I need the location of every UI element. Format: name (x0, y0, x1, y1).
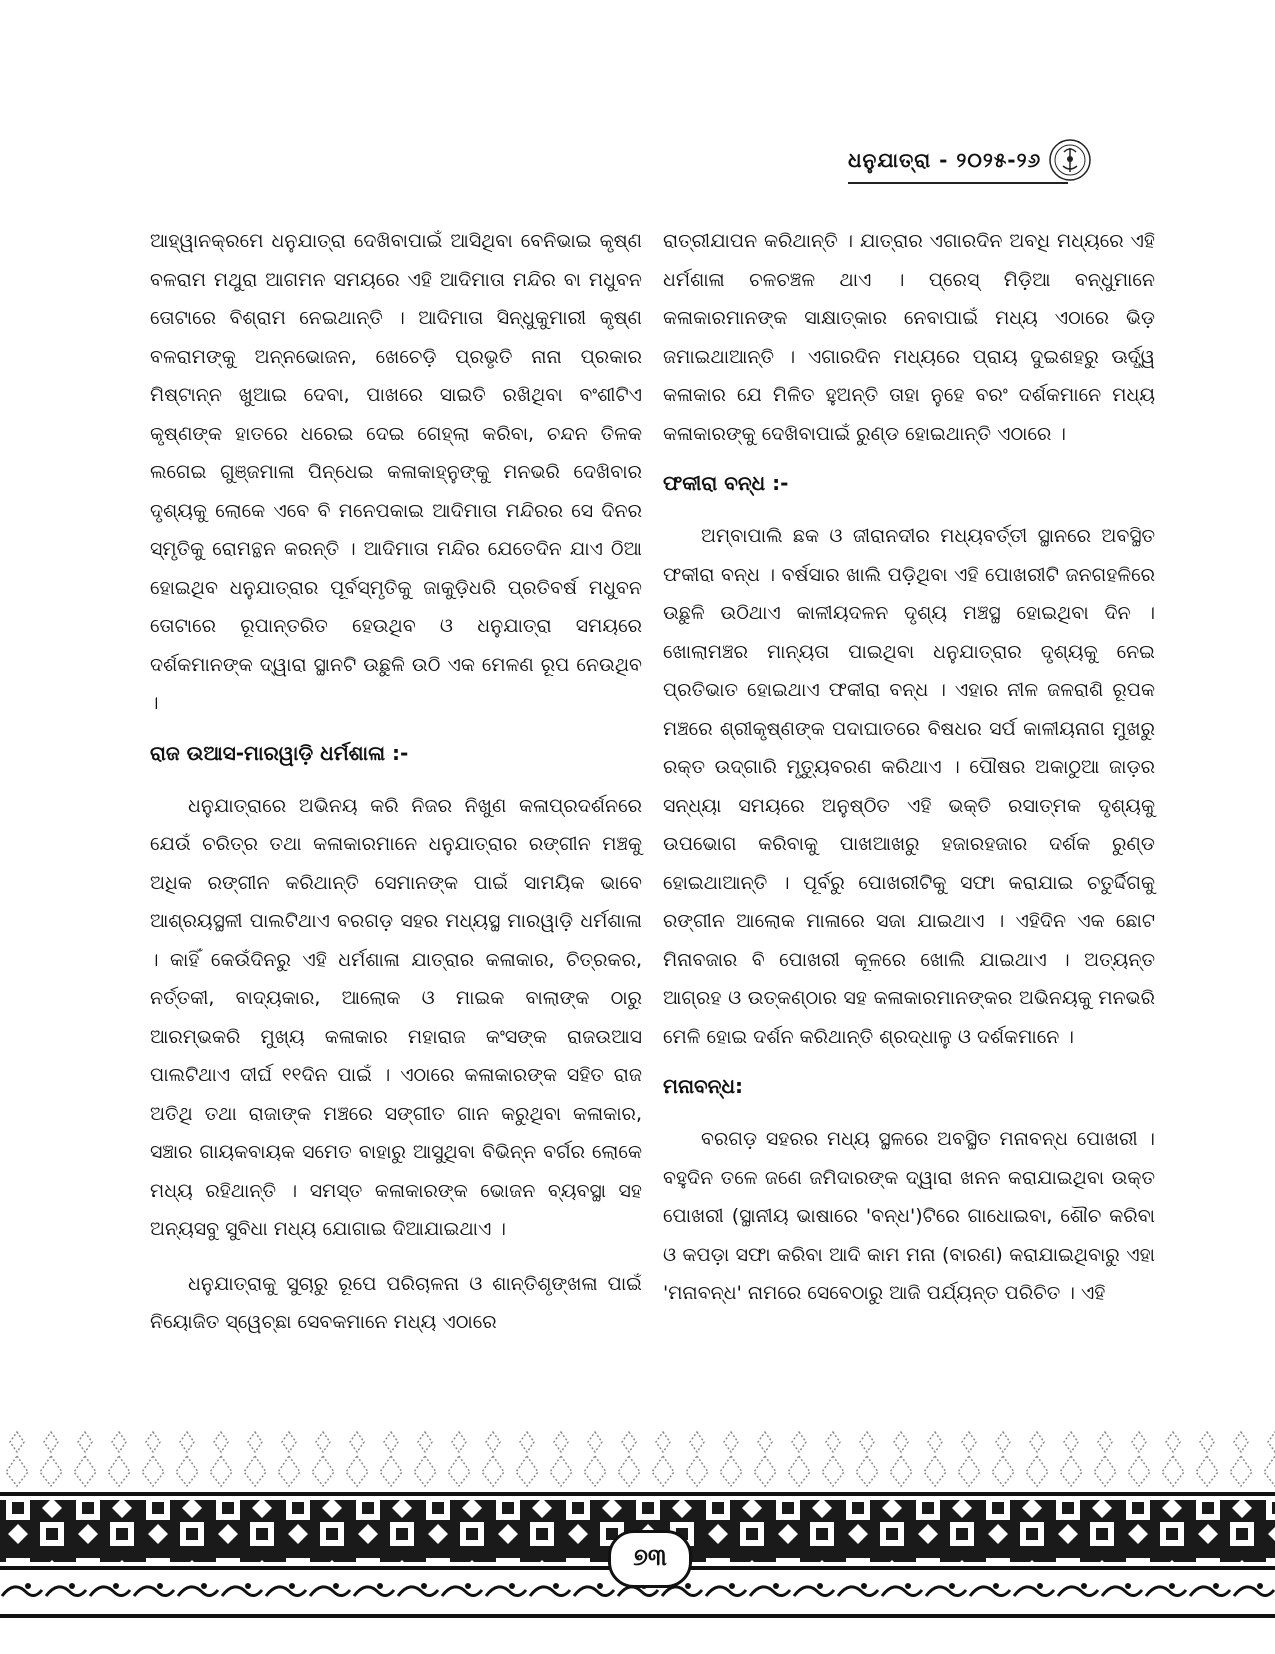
page-number: ୭୩ (633, 1543, 667, 1571)
paragraph: ଅମ୍ବାପାଲି ଛକ ଓ ଜୀରାନଦୀର ମଧ୍ୟବର୍ତ୍ତୀ ସ୍ଥାନରେ ଅବସ୍ଥିତ ଫକୀରା ବନ୍ଧ । ବର୍ଷସାର ଖାଲି ପଡ଼ିଥିବା ଏହି ପୋଖରୀଟି ଜନଗହଳିରେ ଉଛୁଳି ଉଠିଥାଏ କାଳୀୟଦଳନ ଦୃଶ୍ୟ ମଞ୍ଚସ୍ଥ ହୋଇଥିବା ଦିନ । ଖୋଲାମଞ୍ଚର ମାନ୍ୟତା ପାଇଥିବା ଧନୁଯାତ୍ରାର ଦୃଶ୍ୟକୁ ନେଇ ପ୍ରତିଭାତ ହୋଇଥାଏ ଫକୀରା ବନ୍ଧ । ଏହାର ନୀଳ ଜଳରାଶି ରୂପକ ମଞ୍ଚରେ ଶ୍ରୀକୃଷ୍ଣଙ୍କ ପଦାଘାତରେ ବିଷଧର ସର୍ପ କାଳୀୟନାଗ ମୁଖରୁ ରକ୍ତ ଉଦ୍‌ଗାରି ମୃତ୍ୟୁବରଣ କରିଥାଏ । ପୌଷର ଅକାଠୁଆ ଜାଡ଼ର ସନ୍ଧ୍ୟା ସମୟରେ ଅନୁଷ୍ଠିତ ଏହି ଭକ୍ତି ରସାତ୍ମକ ଦୃଶ୍ୟକୁ ଉପଭୋଗ କରିବାକୁ ପାଖଆଖରୁ ହଜାରହଜାର ଦର୍ଶକ ରୁଣ୍ଡ ହୋଇଥାଆନ୍ତି । ପୂର୍ବରୁ ପୋଖରୀଟିକୁ ସଫା କରାଯାଇ ଚତୁର୍ଦ୍ଦିଗକୁ ରଙ୍ଗୀନ ଆଲୋକ ମାଳାରେ ସଜା ଯାଇଥାଏ । ଏହିଦିନ ଏକ ଛୋଟ ମିନାବଜାର ବି ପୋଖରୀ କୂଳରେ ଖୋଲି ଯାଇଥାଏ । ଅତ୍ୟନ୍ତ ଆଗ୍ରହ ଓ ଉତ୍କଣ୍ଠାର ସହ କଳାକାରମାନଙ୍କର ଅଭିନୟକୁ ମନଭରି ମେଳି ହୋଇ ଦର୍ଶନ କରିଥାନ୍ତି ଶ୍ରଦ୍ଧାଳୁ ଓ ଦର୍ଶକମାନେ । (663, 525, 1155, 1048)
paragraph: ବରଗଡ଼ ସହରର ମଧ୍ୟ ସ୍ଥଳରେ ଅବସ୍ଥିତ ମନାବନ୍ଧ ପୋଖରୀ । ବହୁଦିନ ତଳେ ଜଣେ ଜମିଦାରଙ୍କ ଦ୍ୱାରା ଖନନ କରାଯାଇଥିବା ଉକ୍ତ ପୋଖରୀ (ସ୍ଥାନୀୟ ଭାଷାରେ 'ବନ୍ଧ')ଟିରେ ଗାଧୋଇବା, ଶୌଚ କରିବା ଓ କପଡ଼ା ସଫା କରିବା ଆଦି କାମ ମନା (ବାରଣ) କରାଯାଇଥିବାରୁ ଏହା 'ମନାବନ୍ଧ' ନାମରେ ସେବେଠାରୁ ଆଜି ପର୍ଯ୍ୟନ୍ତ ପରିଚିତ । ଏହି (663, 1128, 1155, 1304)
paragraph: ଧନୁଯାତ୍ରାକୁ ସୁଚାରୁ ରୂପେ ପରିଚାଳନା ଓ ଶାନ୍ତିଶୃଙ୍ଖଳା ପାଇଁ ନିୟୋଜିତ ସ୍ୱେଚ୍ଛା ସେବକମାନେ ମଧ୍ୟ ଏଠାରେ (150, 1272, 642, 1333)
paragraph: ରାତ୍ରୀଯାପନ କରିଥାନ୍ତି । ଯାତ୍ରାର ଏଗାରଦିନ ଅବଧି ମଧ୍ୟରେ ଏହି ଧର୍ମଶାଳା ଚଳଚଞ୍ଚଳ ଥାଏ । ପ୍ରେସ୍ ମିଡ଼ିଆ ବନ୍ଧୁମାନେ କଳାକାରମାନଙ୍କ ସାକ୍ଷାତ୍କାର ନେବାପାଇଁ ମଧ୍ୟ ଏଠାରେ ଭିଡ଼ ଜମାଇଥାଆନ୍ତି । ଏଗାରଦିନ ମଧ୍ୟରେ ପ୍ରାୟ ଦୁଇଶହରୁ ଊର୍ଦ୍ଧ୍ୱ କଳାକାର ଯେ ମିଳିତ ହୁଅନ୍ତି ତାହା ନୁହେ ବରଂ ଦର୍ଶକମାନେ ମଧ୍ୟ କଳାକାରଙ୍କୁ ଦେଖିବାପାଇଁ ରୁଣ୍ଡ ହୋଇଥାନ୍ତି ଏଠାରେ । (663, 230, 1155, 445)
right-column (663, 222, 1155, 1313)
decorative-footer-border (0, 1428, 1275, 1650)
section-heading: ରାଜ ଉଆସ-ମାରୱାଡ଼ି ଧର୍ମଶାଳା :- (150, 740, 409, 765)
running-title: ଧନୁଯାତ୍ରା - ୨୦୨୫-୨୬ (848, 148, 1042, 172)
page-number-badge (608, 1530, 692, 1588)
festival-seal-icon (1048, 138, 1092, 182)
section-heading: ଫକୀରା ବନ୍ଧ :- (663, 471, 789, 495)
left-column (150, 222, 642, 1342)
page-header (848, 138, 1233, 188)
paragraph: ଧନୁଯାତ୍ରାରେ ଅଭିନୟ କରି ନିଜର ନିଖୁଣ କଳାପ୍ରଦର୍ଶନରେ ଯେଉଁ ଚରିତ୍ର ତଥା କଳାକାରମାନେ ଧନୁଯାତ୍ରାର ରଙ୍ଗୀନ ମଞ୍ଚକୁ ଅଧିକ ରଙ୍ଗୀନ କରିଥାନ୍ତି ସେମାନଙ୍କ ପାଇଁ ସାମୟିକ ଭାବେ ଆଶ୍ରୟସ୍ଥଳୀ ପାଲଟିଥାଏ ବରଗଡ଼ ସହର ମଧ୍ୟସ୍ଥ ମାରୱାଡ଼ି ଧର୍ମଶାଳା । କାହିଁ କେଉଁଦିନରୁ ଏହି ଧର୍ମଶାଳା ଯାତ୍ରାର କଳାକାର, ଚିତ୍ରକର, ନର୍ତ୍ତକୀ, ବାଦ୍ୟକାର, ଆଲୋକ ଓ ମାଇକ ବାଲାଙ୍କ ଠାରୁ ଆରମ୍ଭକରି ମୁଖ୍ୟ କଳାକାର ମହାରାଜ କଂସଙ୍କ ରାଜଉଆସ ପାଲଟିଥାଏ ଦୀର୍ଘ ୧୧ଦିନ ପାଇଁ । ଏଠାରେ କଳାକାରଙ୍କ ସହିତ ରାଜ ଅତିଥି ତଥା ରାଜାଙ୍କ ମଞ୍ଚରେ ସଙ୍ଗୀତ ଗାନ କରୁଥିବା କଳାକାର, ସଞ୍ଚାର ଗାୟକବାୟକ ସମେତ ବାହାରୁ ଆସୁଥିବା ବିଭିନ୍ନ ବର୍ଗର ଲୋକେ ମଧ୍ୟ ରହିଥାନ୍ତି । ସମସ୍ତ କଳାକାରଙ୍କ ଭୋଜନ ବ୍ୟବସ୍ଥା ସହ ଅନ୍ୟସବୁ ସୁବିଧା ମଧ୍ୟ ଯୋଗାଇ ଦିଆଯାଇଥାଏ । (150, 794, 642, 1240)
paragraph: ଆହ୍ୱାନକ୍ରମେ ଧନୁଯାତ୍ରା ଦେଖିବାପାଇଁ ଆସିଥିବା ବେନିଭାଇ କୃଷ୍ଣ ବଳରାମ ମଥୁରା ଆଗମନ ସମୟରେ ଏହି ଆଦିମାତା ମନ୍ଦିର ବା ମଧୁବନ ତୋଟାରେ ବିଶ୍ରାମ ନେଇଥାନ୍ତି । ଆଦିମାତା ସିନ୍ଧୁକୁମାରୀ କୃଷ୍ଣ ବଳରାମଙ୍କୁ ଅନ୍ନଭୋଜନ, ଖେଚେଡ଼ି ପ୍ରଭୃତି ନାନା ପ୍ରକାର ମିଷ୍ଟାନ୍ନ ଖୁଆଇ ଦେବା, ପାଖରେ ସାଇତି ରଖିଥିବା ବଂଶୀଟିଏ କୃଷ୍ଣଙ୍କ ହାତରେ ଧରେଇ ଦେଇ ଗେହ୍ଲା କରିବା, ଚନ୍ଦନ ତିଳକ ଲଗେଇ ଗୁଞ୍ଜମାଳା ପିନ୍ଧେଇ କଳାକାହ୍ନୁଙ୍କୁ ମନଭରି ଦେଖିବାର ଦୃଶ୍ୟକୁ ଲୋକେ ଏବେ ବି ମନେପକାଇ ଆଦିମାତା ମନ୍ଦିରର ସେ ଦିନର ସ୍ମୃତିକୁ ରୋମନ୍ଥନ କରନ୍ତି । ଆଦିମାତା ମନ୍ଦିର ଯେତେଦିନ ଯାଏ ଠିଆ ହୋଇଥିବ ଧନୁଯାତ୍ରାର ପୂର୍ବସ୍ମୃତିକୁ ଜାକୁଡ଼ିଧରି ପ୍ରତିବର୍ଷ ମଧୁବନ ତୋଟାରେ ରୂପାନ୍ତରିତ ହେଉଥିବ ଓ ଧନୁଯାତ୍ରା ସମୟରେ ଦର୍ଶକମାନଙ୍କ ଦ୍ୱାରା ସ୍ଥାନଟି ଉଛୁଳି ଉଠି ଏକ ମେଳଣ ରୂପ ନେଉଥିବ । (150, 230, 642, 714)
section-heading: ମନାବନ୍ଧ: (663, 1074, 743, 1098)
header-rule (848, 182, 1068, 184)
